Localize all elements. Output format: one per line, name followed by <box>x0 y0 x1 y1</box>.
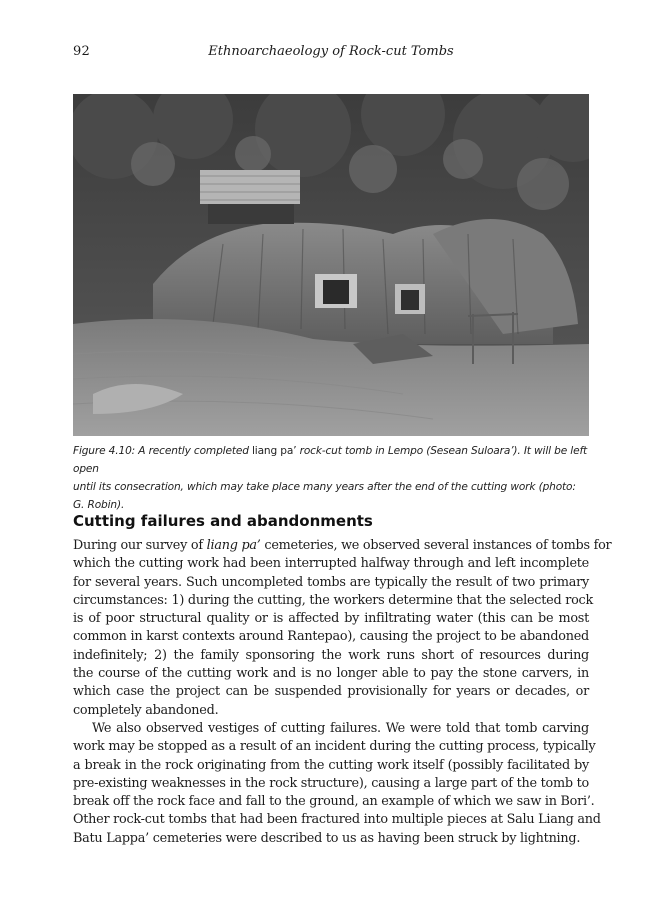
running-title: Ethnoarchaeology of Rock-cut Tombs <box>208 44 454 59</box>
body-line: We also observed vestiges of cutting failures. We were told that tomb carving <box>92 720 589 736</box>
figure-caption <box>73 442 589 514</box>
body-line: the course of the cutting work and is no longer able to pay the stone carvers, in <box>73 666 589 682</box>
body-line: completely abandoned. <box>73 702 219 718</box>
caption-line: until its consecration, which may take place many years after the end of the cutting work (photo: G. Robin). <box>73 481 576 511</box>
body-line: which case the project can be suspended provisionally for years or decades, or <box>73 684 589 700</box>
body-line: Batu Lappa’ cemeteries were described to us as having been struck by lightning. <box>73 830 581 846</box>
body-line: During our survey of liang pa’ cemeteries, we observed several instances of tombs for <box>73 538 612 553</box>
body-line: which the cutting work had been interrupted halfway through and left incomplete <box>73 556 589 572</box>
body-line: indefinitely; 2) the family sponsoring the work runs short of resources during <box>73 647 589 663</box>
body-line: pre-existing weaknesses in the rock structure), causing a large part of the tomb to <box>73 775 589 791</box>
caption-line: Figure 4.10: A recently completed liang pa’ rock-cut tomb in Lempo (Sesean Suloara’). It will be left open <box>73 445 588 475</box>
body-line: Other rock-cut tombs that had been fractured into multiple pieces at Salu Liang and <box>73 812 601 828</box>
figure-photo <box>73 94 589 436</box>
body-line: work may be stopped as a result of an incident during the cutting process, typically <box>73 739 596 755</box>
running-head <box>73 44 589 66</box>
body-line: break off the rock face and fall to the ground, an example of which we saw in Bori’. <box>73 794 595 810</box>
body-line: is of poor structural quality or is affected by infiltrating water (this can be most <box>73 611 589 627</box>
section-heading: Cutting failures and abandonments <box>73 512 373 530</box>
body-text <box>73 537 612 848</box>
body-line: a break in the rock originating from the cutting work itself (possibly facilitated by <box>73 757 589 773</box>
body-line: common in karst contexts around Rantepao), causing the project to be abandoned <box>73 629 589 645</box>
body-line: for several years. Such uncompleted tombs are typically the result of two primary <box>73 574 589 590</box>
page-number: 92 <box>73 44 90 59</box>
body-line: circumstances: 1) during the cutting, the workers determine that the selected rock <box>73 592 593 608</box>
